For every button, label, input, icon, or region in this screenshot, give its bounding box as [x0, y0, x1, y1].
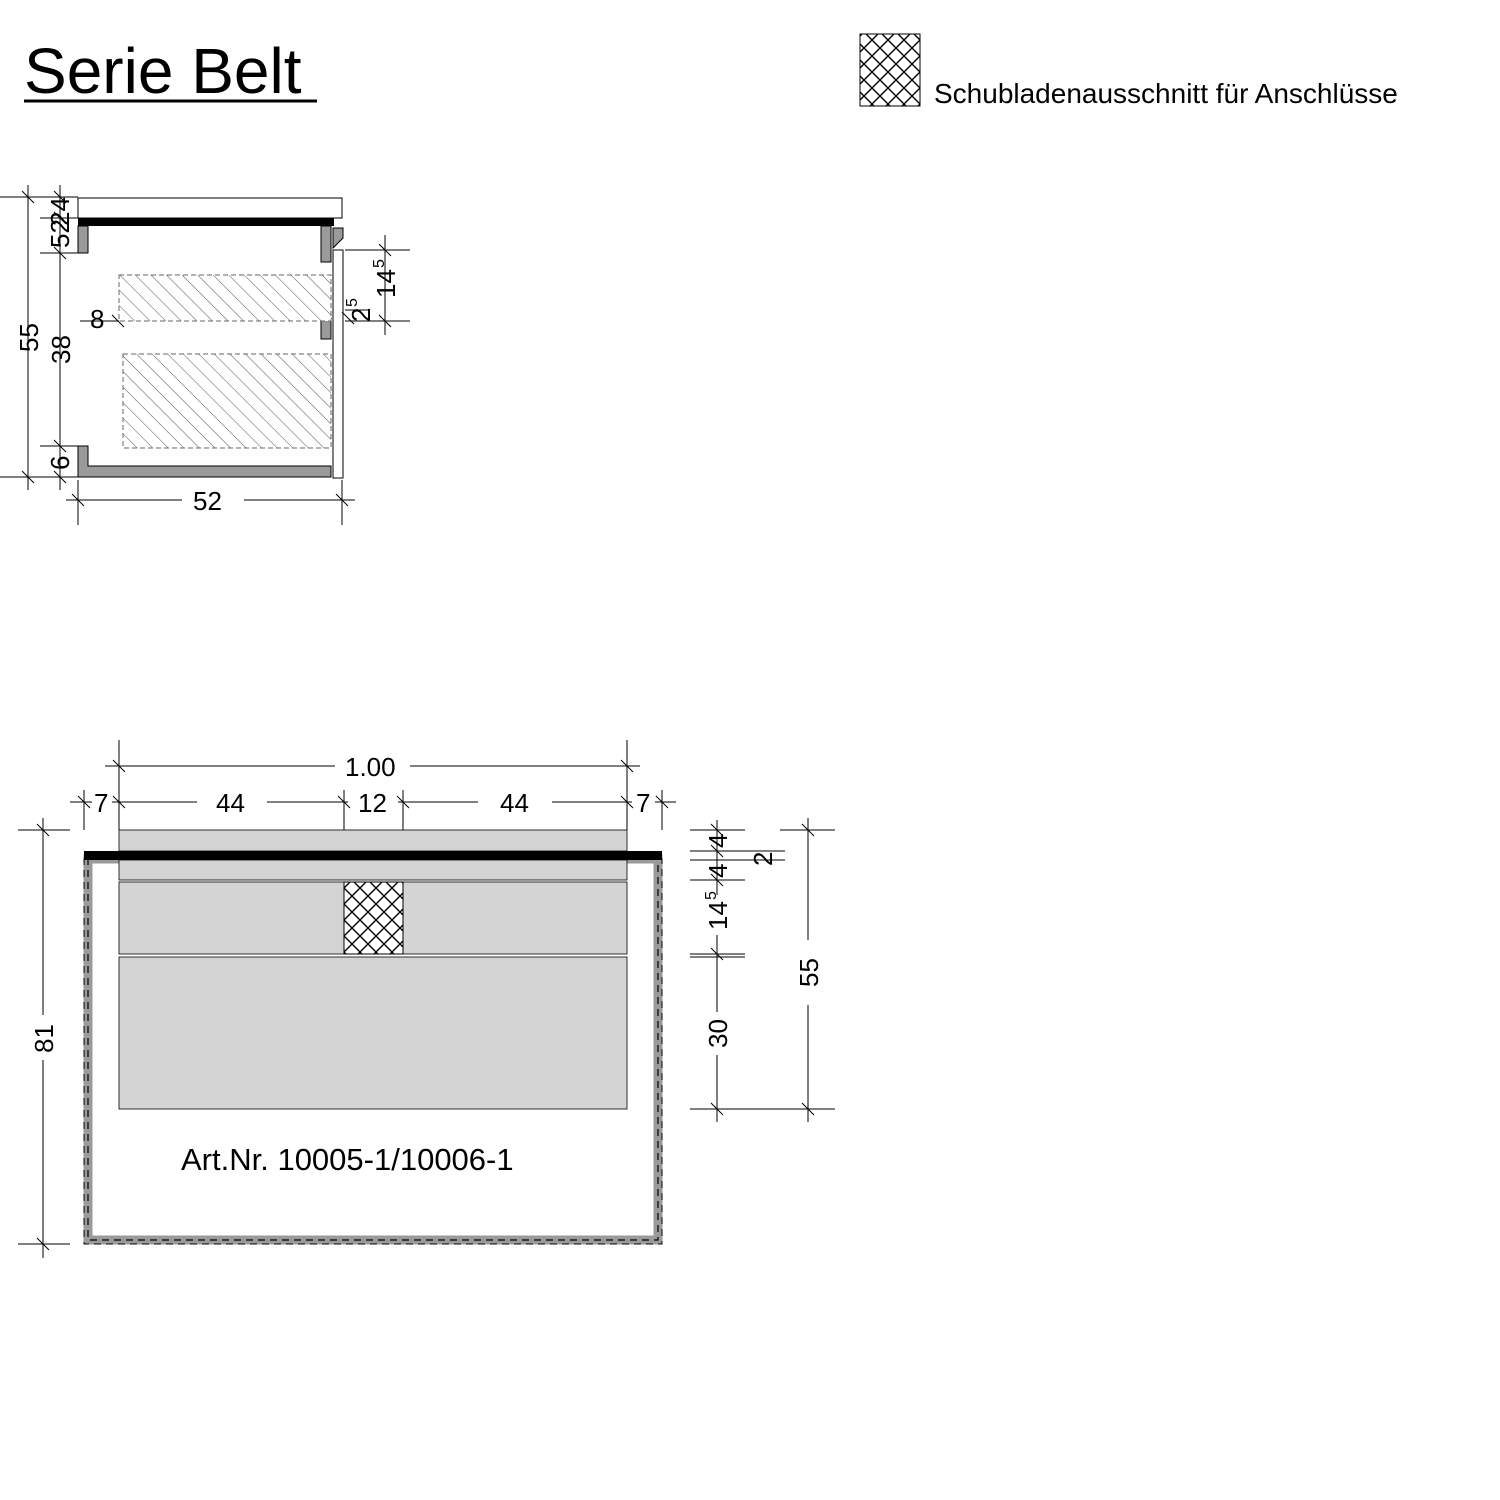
front-dim-width-total: 1.00 — [345, 752, 396, 782]
front-counter-top — [84, 851, 662, 860]
front-dim-7-right: 7 — [636, 788, 651, 818]
legend-label: Schubladenausschnitt für Anschlüsse — [934, 78, 1398, 109]
svg-text:5: 5 — [703, 891, 720, 900]
front-dim-44-right: 44 — [500, 788, 529, 818]
front-dim-2: 2 — [748, 851, 778, 866]
svg-text:14: 14 — [703, 901, 733, 930]
svg-text:2: 2 — [346, 307, 376, 322]
front-dim-7-left: 7 — [94, 788, 109, 818]
front-dim-81: 81 — [29, 1024, 59, 1053]
section-upper-drawer — [119, 275, 331, 321]
section-dim-55: 55 — [14, 323, 44, 352]
section-dim-52-bottom: 52 — [193, 486, 222, 516]
section-dim-8: 8 — [90, 304, 105, 334]
section-top-slab — [78, 198, 342, 218]
front-view — [18, 740, 835, 1258]
section-right-post — [321, 226, 331, 262]
front-dim-55: 55 — [794, 958, 824, 987]
front-lower-drawer[interactable] — [119, 957, 627, 1109]
front-dim-44-left: 44 — [216, 788, 245, 818]
front-strip — [119, 860, 627, 880]
section-dim-6: 6 — [45, 455, 75, 470]
front-dim-4-b: 4 — [703, 863, 733, 878]
front-dim-4-a: 4 — [703, 833, 733, 848]
section-dim-38: 38 — [46, 335, 76, 364]
section-dim-52-top: 52 — [45, 219, 75, 248]
svg-text:14: 14 — [371, 269, 401, 298]
article-number: Art.Nr. 10005-1/10006-1 — [181, 1142, 514, 1177]
svg-text:5: 5 — [371, 259, 388, 268]
front-dim-30: 30 — [703, 1019, 733, 1048]
section-counter-top — [78, 218, 334, 226]
svg-text:5: 5 — [344, 298, 361, 307]
section-right-wall — [333, 250, 343, 478]
legend-crosshatch-swatch — [860, 34, 920, 106]
section-left-post — [78, 226, 88, 253]
front-dim-14-5 — [703, 891, 733, 930]
section-dim-24: 24 — [45, 197, 75, 226]
front-drawer-cutout — [344, 882, 403, 954]
section-dim-14-5 — [371, 259, 401, 298]
section-lower-drawer — [123, 354, 331, 448]
front-dim-12: 12 — [358, 788, 387, 818]
page-title: Serie Belt — [24, 35, 302, 107]
section-chamfer — [333, 228, 343, 248]
section-dim-2-5 — [344, 298, 376, 322]
section-view — [0, 185, 410, 525]
front-top-slab — [119, 830, 627, 851]
section-bottom-frame — [78, 446, 331, 477]
